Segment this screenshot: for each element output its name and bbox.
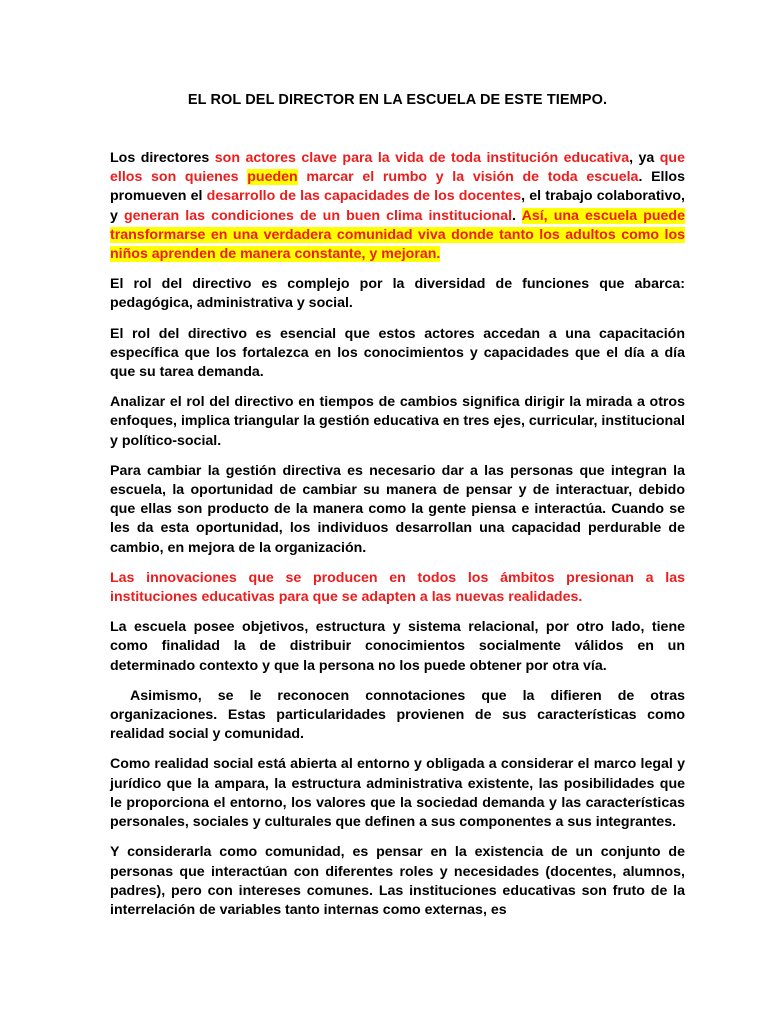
paragraph-1-segment: Así, una escuela puede transformarse en una verdadera comunidad viva donde tanto los adultos como los niños aprenden de manera constante, y mejoran. bbox=[110, 207, 685, 263]
paragraph-3-segment: El rol del directivo es esencial que estos actores accedan a una capacitación específica que los fortalezca en los conocimientos y capacidades que el día a día que su tarea demanda. bbox=[110, 325, 685, 381]
paragraph-6-segment: Las innovaciones que se producen en todos los ámbitos presionan a las instituciones educativas para que se adapten a las nuevas realidades. bbox=[110, 569, 685, 606]
paragraph-1-segment: . Ellos promueven el bbox=[110, 169, 685, 205]
paragraph-1 bbox=[110, 149, 685, 264]
document-title: EL ROL DEL DIRECTOR EN LA ESCUELA DE ESTE TIEMPO. bbox=[187, 92, 608, 108]
paragraph-8 bbox=[110, 687, 685, 745]
paragraph-10 bbox=[110, 843, 685, 920]
document-page bbox=[110, 0, 685, 920]
paragraph-2-segment: El rol del directivo es complejo por la diversidad de funciones que abarca: pedagógica, administrativa y social. bbox=[110, 276, 685, 312]
paragraph-6 bbox=[110, 569, 685, 607]
paragraph-1-segment: generan las condiciones de un buen clima institucional bbox=[124, 207, 513, 224]
paragraph-1-segment: . bbox=[512, 207, 522, 224]
paragraph-2 bbox=[110, 275, 685, 313]
paragraph-7 bbox=[110, 618, 685, 676]
paragraph-1-segment: marcar el rumbo y la visión de toda escuela bbox=[297, 169, 639, 186]
paragraph-1-segment: son actores clave para la vida de toda institución educativa bbox=[214, 150, 630, 166]
document-body bbox=[110, 149, 685, 920]
paragraph-1-segment: , ya bbox=[629, 150, 660, 166]
paragraph-10-segment: Y considerarla como comunidad, es pensar en la existencia de un conjunto de personas que interactúan con diferentes roles y necesidades (docentes, alumnos, padres), pero con intereses comunes. Las instituciones educativas son fruto de la interrelación de variables tanto internas como externas, es bbox=[110, 844, 685, 918]
paragraph-3 bbox=[110, 325, 685, 383]
paragraph-9-segment: Como realidad social está abierta al entorno y obligada a considerar el marco legal y jurídico que la ampara, la estructura administrativa existente, las posibilidades que le proporciona el entorno, los valores que la sociedad demanda y las características personales, sociales y culturales que definen a sus componentes a sus integrantes. bbox=[110, 756, 685, 831]
paragraph-4-segment: Analizar el rol del directivo en tiempos de cambios significa dirigir la mirada a otros enfoques, implica triangular la gestión educativa en tres ejes, curricular, institucional y político-social. bbox=[110, 394, 685, 449]
paragraph-1-segment: desarrollo de las capacidades de los docentes bbox=[206, 188, 522, 205]
paragraph-5 bbox=[110, 462, 685, 558]
paragraph-8-segment: Asimismo, se le reconocen connotaciones que la difieren de otras organizaciones. Estas particularidades provienen de sus características como realidad social y comunidad. bbox=[110, 687, 685, 743]
paragraph-1-segment: pueden bbox=[247, 169, 298, 186]
paragraph-1-segment: Los directores bbox=[110, 150, 215, 166]
paragraph-1-segment: que ellos son quienes bbox=[110, 150, 685, 186]
paragraph-5-segment: Para cambiar la gestión directiva es necesario dar a las personas que integran la escuela, la oportunidad de cambiar su manera de pensar y de interactuar, debido que ellas son producto de la manera como la gente piensa e interactúa. Cuando se les da esta oportunidad, los individuos desarrollan una capacidad perdurable de cambio, en mejora de la organización. bbox=[110, 462, 685, 556]
paragraph-4 bbox=[110, 393, 685, 451]
paragraph-7-segment: La escuela posee objetivos, estructura y sistema relacional, por otro lado, tiene como finalidad la de distribuir conocimientos socialmente válidos en un determinado contexto y que la persona no los puede obtener por otra vía. bbox=[110, 619, 685, 674]
paragraph-9 bbox=[110, 755, 685, 832]
paragraph-1-segment: , el trabajo colaborativo, y bbox=[110, 188, 685, 224]
